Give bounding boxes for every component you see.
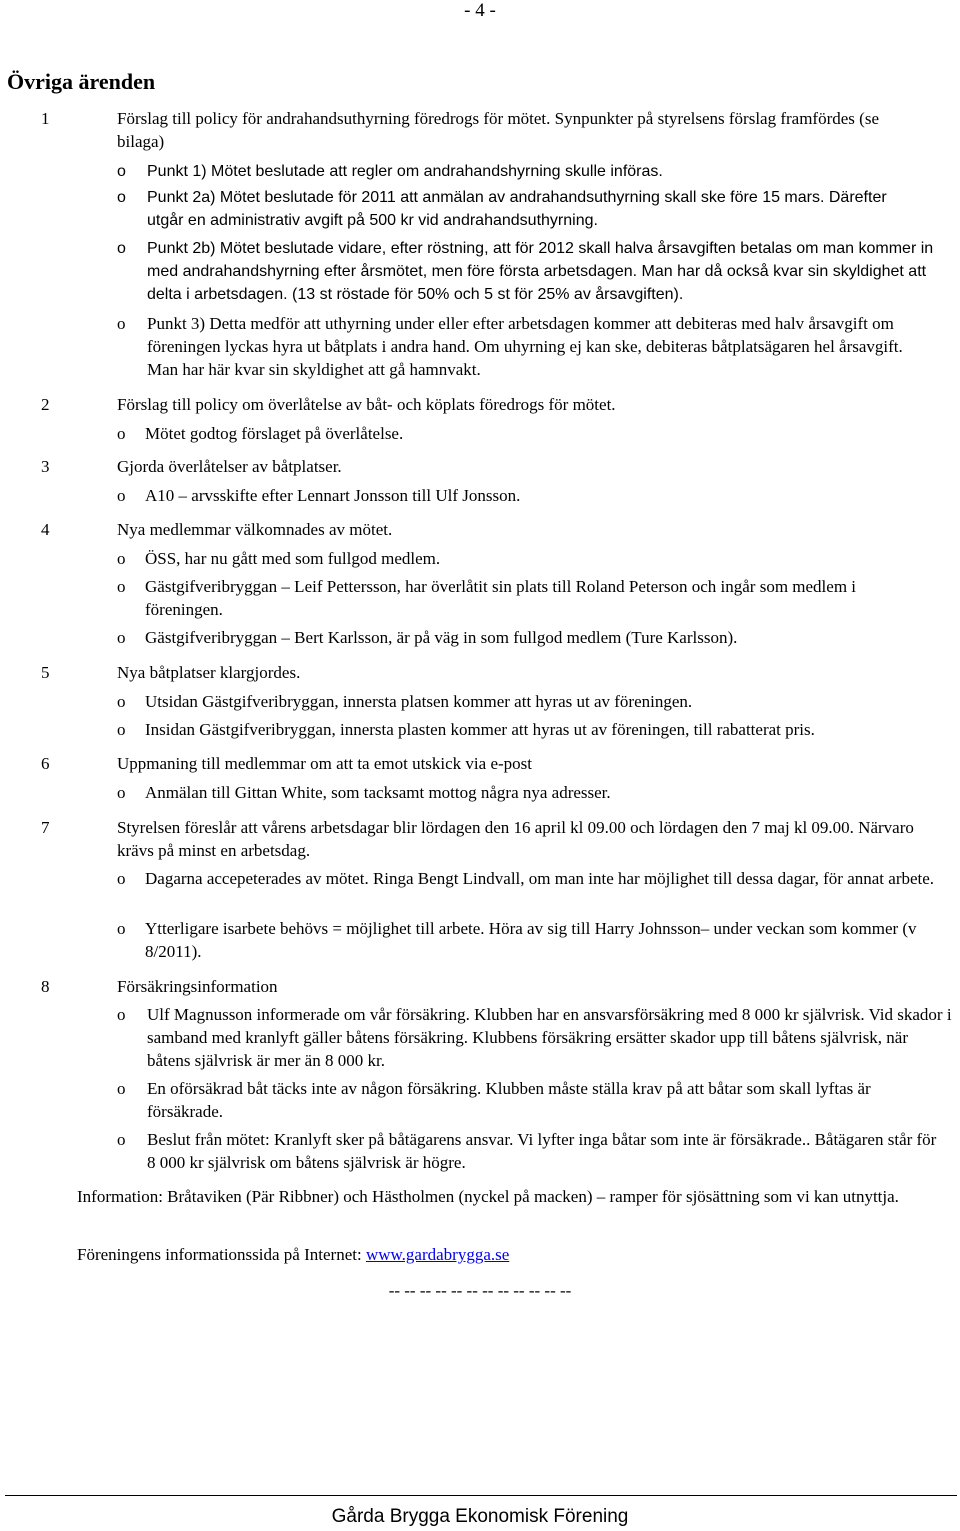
bullet-icon: o — [117, 189, 126, 206]
item-text: Uppmaning till medlemmar om att ta emot utskick via e-post — [117, 754, 532, 773]
bullet-icon: o — [117, 163, 126, 180]
sub-text: Gästgifveribryggan – Bert Karlsson, är på väg in som fullgod medlem (Ture Karlsson). — [145, 628, 738, 647]
bullet-icon: o — [117, 1079, 126, 1098]
bullet-icon: o — [117, 919, 126, 938]
separator-line: -- -- -- -- -- -- -- -- -- -- -- -- — [388, 1281, 572, 1300]
bullet-icon: o — [117, 692, 126, 711]
sub-text: Punkt 1) Mötet beslutade att regler om andrahandshyrning skulle införas. — [147, 163, 663, 180]
website-paragraph — [77, 1243, 937, 1266]
website-label: Föreningens informationssida på Internet: — [77, 1245, 362, 1264]
item-number: 1 — [41, 109, 50, 128]
bullet-icon: o — [117, 240, 126, 257]
sub-text: Punkt 3) Detta medför att uthyrning under eller efter arbetsdagen kommer att debiteras med halv årsavgift om föreningen lyckas hyra ut båtplats i andra hand. Om uhyrning ej kan ske, debiteras båtplatsägaren hel årsavgift. Man har här kvar sin skyldighet att gå hamnvakt. — [147, 314, 903, 379]
bullet-icon: o — [117, 869, 126, 888]
information-paragraph: Information: Bråtaviken (Pär Ribbner) och Hästholmen (nyckel på macken) – ramper för sjösättning som vi kan utnyttja. — [77, 1187, 899, 1206]
bullet-icon: o — [117, 720, 126, 739]
sub-text: Insidan Gästgifveribryggan, innersta plasten kommer att hyras ut av föreningen, till rabatterat pris. — [145, 720, 815, 739]
item-number: 7 — [41, 818, 50, 837]
footer-organization: Gårda Brygga Ekonomisk Förening — [331, 1506, 629, 1527]
item-number: 3 — [41, 457, 50, 476]
item-number: 5 — [41, 663, 50, 682]
sub-text: Beslut från mötet: Kranlyft sker på båtägarens ansvar. Vi lyfter inga båtar som inte är försäkrade.. Båtägaren står för 8 000 kr självrisk om båtens självrisk är högre. — [147, 1130, 937, 1172]
item-text: Förslag till policy om överlåtelse av båt- och köplats föredrogs för mötet. — [117, 395, 616, 414]
sub-text: Mötet godtog förslaget på överlåtelse. — [145, 424, 404, 443]
bullet-icon: o — [117, 314, 126, 333]
bullet-icon: o — [117, 486, 126, 505]
item-text: Styrelsen föreslår att vårens arbetsdagar blir lördagen den 16 april kl 09.00 och lördagen den 7 maj kl 09.00. Närvaro krävs på minst en arbetsdag. — [117, 818, 914, 860]
bullet-icon: o — [117, 1005, 126, 1024]
item-text: Gjorda överlåtelser av båtplatser. — [117, 457, 342, 476]
item-text: Försäkringsinformation — [117, 977, 278, 996]
page-number: - 4 - — [464, 0, 496, 21]
sub-text: En oförsäkrad båt täcks inte av någon försäkring. Klubben måste ställa krav på att båtar som skall lyftas är försäkrade. — [147, 1079, 871, 1121]
section-heading: Övriga ärenden — [7, 69, 156, 94]
sub-text: A10 – arvsskifte efter Lennart Jonsson till Ulf Jonsson. — [145, 486, 521, 505]
bullet-icon: o — [117, 628, 126, 647]
sub-text: Ulf Magnusson informerade om vår försäkring. Klubben har en ansvarsförsäkring med 8 000 kr självrisk. Vid skador i samband med kranlyft gäller båtens försäkring. Klubbens försäkring ersätter skador upp till båtens självrisk, när båtens självrisk är mer än 8 000 kr. — [147, 1005, 952, 1070]
sub-text: Dagarna accepeterades av mötet. Ringa Bengt Lindvall, om man inte har möjlighet till dessa dagar, för annat arbete. — [145, 869, 935, 888]
bullet-icon: o — [117, 577, 126, 596]
item-text: Nya medlemmar välkomnades av mötet. — [117, 520, 393, 539]
sub-text: Utsidan Gästgifveribryggan, innersta platsen kommer att hyras ut av föreningen. — [145, 692, 693, 711]
item-text: Förslag till policy för andrahandsuthyrning föredrogs för mötet. Synpunkter på styrelsens förslag framfördes (se bilaga) — [117, 109, 879, 151]
bullet-icon: o — [117, 1130, 126, 1149]
item-number: 2 — [41, 395, 50, 414]
sub-text: ÖSS, har nu gått med som fullgod medlem. — [145, 549, 441, 568]
sub-text: Ytterligare isarbete behövs = möjlighet till arbete. Höra av sig till Harry Johnsson– under veckan som kommer (v 8/2011). — [145, 919, 917, 961]
sub-text: Gästgifveribryggan – Leif Pettersson, har överlåtit sin plats till Roland Peterson och ingår som medlem i föreningen. — [145, 577, 857, 619]
sub-text: Punkt 2a) Mötet beslutade för 2011 att anmälan av andrahandsuthyrning skall ske före 15 mars. Därefter utgår en administrativ avgift på 500 kr vid andrahandsuthyrning. — [147, 189, 887, 229]
bullet-icon: o — [117, 424, 126, 443]
bullet-icon: o — [117, 549, 126, 568]
sub-text: Anmälan till Gittan White, som tacksamt mottog några nya adresser. — [145, 783, 611, 802]
item-number: 6 — [41, 754, 50, 773]
footer-divider — [5, 1495, 957, 1496]
bullet-icon: o — [117, 783, 126, 802]
item-text: Nya båtplatser klargjordes. — [117, 663, 301, 682]
website-link[interactable]: www.gardabrygga.se — [365, 1245, 510, 1264]
item-number: 8 — [41, 977, 50, 996]
item-number: 4 — [41, 520, 50, 539]
sub-text: Punkt 2b) Mötet beslutade vidare, efter röstning, att för 2012 skall halva årsavgiften betalas om man kommer in med andrahandshyrning efter årsmötet, men före första arbetsdagen. Man har då också kvar sin skyldighet att delta i arbetsdagen. (13 st röstade för 50% och 5 st för 25% av årsavgiften). — [147, 240, 934, 303]
